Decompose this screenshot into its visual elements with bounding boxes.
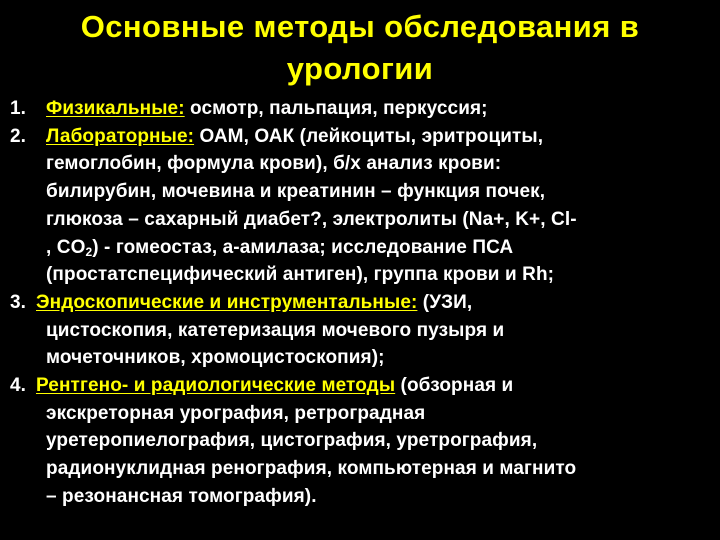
list-item-2 [10,123,715,289]
subscript-2: 2 [85,244,93,259]
slide-title [40,6,680,90]
item-3-line-1: Эндоскопические и инструментальные: (УЗИ, [36,291,473,313]
title-line-1: Основные методы обследования в [80,9,640,44]
item-3-line-2: цистоскопия, катетеризация мочевого пузыря и [46,319,505,341]
category-laboratory: Лабораторные: [46,125,195,147]
title-line-2: урологии [286,51,434,86]
item-2-line-1: Лабораторные: ОАМ, ОАК (лейкоциты, эритроциты, [46,125,544,147]
list-item-1 [10,95,715,123]
item-2-line-3: билирубин, мочевина и креатинин – функция почек, [46,181,546,203]
item-3-line-3: мочеточников, хромоцистоскопия); [46,347,385,369]
item-4-line-3: уретеропиелография, цистография, уретрография, [46,430,538,452]
item-2-line-6: (простатспецифический антиген), группа крови и Rh; [46,264,555,286]
category-physical: Физикальные: [46,98,185,119]
item-number-1: 1. [10,98,27,119]
item-4-line-4: радионуклидная ренография, компьютерная и магнито [46,458,577,480]
category-radiologic: Рентгено- и радиологические методы [36,375,396,397]
item-1-line-1: Физикальные: осмотр, пальпация, перкуссия; [46,98,488,119]
item-number-2: 2. [10,125,27,147]
item-number-3: 3. [10,291,27,313]
item-4-line-5: – резонансная томография). [46,485,317,507]
methods-list [10,95,715,511]
item-4-line-1: Рентгено- и радиологические методы (обзорная и [36,375,514,397]
item-4-line-2: экскреторная урография, ретроградная [46,402,426,424]
item-number-4: 4. [10,375,27,397]
item-2-line-2: гемоглобин, формула крови), б/х анализ крови: [46,153,502,175]
list-item-4 [10,372,715,511]
item-2-line-5: , $CO_2$) - гомеостаз, а-амилаза; исследование ПСА [46,236,514,259]
item-2-line-4: глюкоза – сахарный диабет?, электролиты (Na+, K+, Cl- [46,208,577,230]
category-endoscopic: Эндоскопические и инструментальные: [36,291,418,313]
list-item-3 [10,289,715,372]
